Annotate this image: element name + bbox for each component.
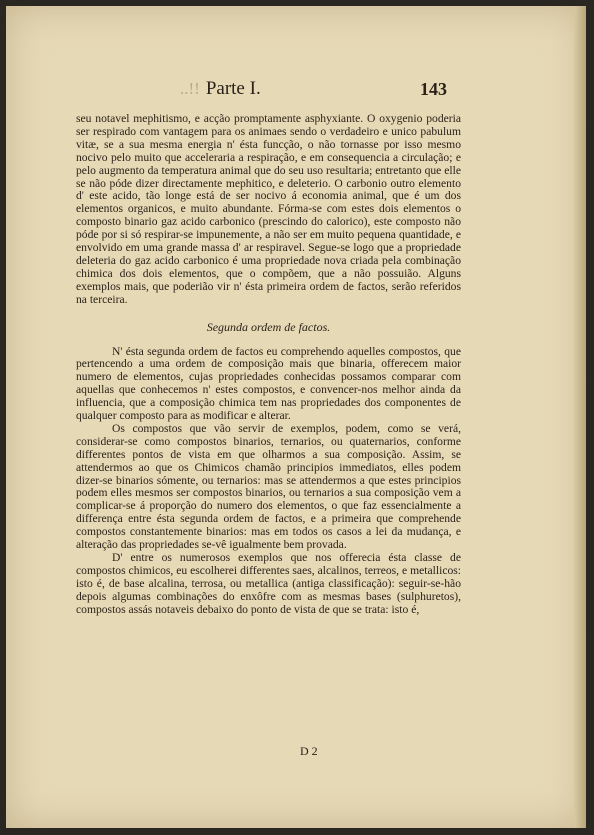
paragraph-3: Os compostos que vão servir de exemplos, podem, como se verá, considerar-se como compostos binarios, ternarios, ou quaternarios, conforme differentes pontos de vista em que olharmos a sua composição. Assim, se attendermos ao que os Chimicos chamão principios immediatos, elles podem dizer-se binarios sómente, ou ternarios: mas se attendermos a que estes principios podem elles mesmos ser compostos binarios, ou ternarios a sua composição vem a complicar-se á proporção do numero dos elementos, o que faz essencialmente a differença entre ésta segunda ordem de factos, e a primeira que comprehende compostos constantemente binarios: mas em todos os casos a lei da mudança, e alteração das propriedades se-vê igualmente bem provada. [76, 421, 461, 552]
body-text [76, 113, 461, 617]
paragraph-2: N' ésta segunda ordem de factos eu comprehendo aquelles compostos, que pertencendo a uma ordem de composição mais que binaria, offerecem maior numero de elementos, cujas propriedades conhecidas possamos comparar com aquellas que conhecemos n' estes compostos, e convencer-nos melhor ainda da influencia, que a composição chimica tem nas propriedades dos componentes de qualquer composto para as modificar e alterar. [76, 344, 461, 423]
page-edge [574, 6, 586, 828]
show-through-text: ..!! [180, 79, 200, 98]
running-head-title: Parte I. [205, 78, 261, 99]
paragraph-4: D' entre os numerosos exemplos que nos offerecia ésta classe de compostos chimicos, eu escolherei differentes saes, alcalinos, terreos, e metallicos: isto é, de base alcalina, terrosa, ou metallica (antiga classificação): seguir-se-hão depois algumas combinações do enxôfre com as mesmas bases (sulphuretos), compostos assás notaveis debaixo do ponto de vista de que se trata: isto é, [76, 551, 461, 616]
page-number: 143 [420, 79, 447, 99]
signature-mark: D 2 [300, 744, 318, 758]
running-head [180, 78, 460, 100]
paragraph-1: seu notavel mephitismo, e acção promptamente asphyxiante. O oxygenio poderia ser respirado com vantagem para os animaes sendo o verdadeiro e unico pabulum vitæ, se a sua mesma energia n' ésta funcção, o não tornasse por isso mesmo nocivo pelo muito que acceleraria a respiração, e em consequencia a circulação; e pelo augmento da temperatura animal que do seu uso resultaria; entretanto que elle se não póde dizer directamente mephitico, e deleterio. O carbonio outro elemento d' este acido, tão longe está de ser nocivo á economia animal, que é um dos elementos organicos, e muito abundante. Fórma-se com estes dois elementos o composto binario gaz acido carbonico (prescindo do calorico), este composto não póde por si só respirar-se impunemente, a não ser em muito pequena quantidade, e envolvido em uma grande massa d' ar respiravel. Segue-se logo que a propriedade deleteria do gaz acido carbonico é uma propriedade nova criada pela combinação chimica dos dois elementos, que o compõem, que a não possuião. Alguns exemplos mais, que poderião vir n' ésta primeira ordem de factos, serão referidos na terceira. [76, 112, 461, 306]
section-heading: Segunda ordem de factos. [206, 319, 331, 334]
